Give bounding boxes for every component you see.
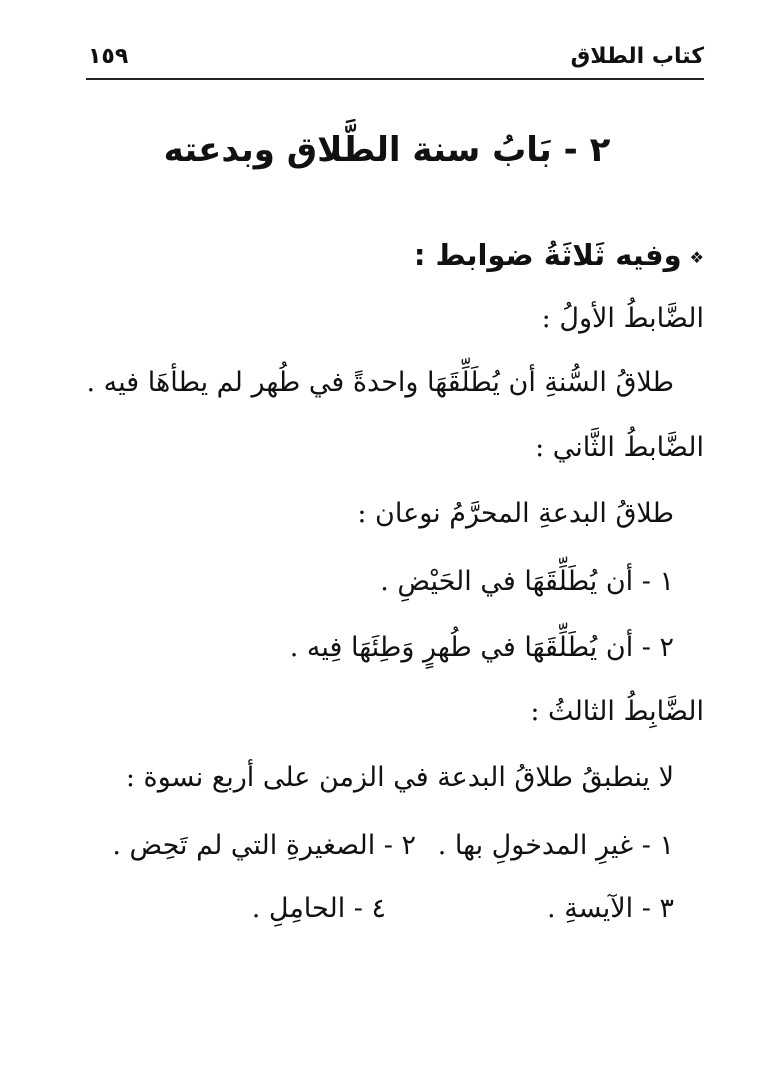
rule3-item-3: ٣ - الآيسةِ . bbox=[547, 893, 674, 924]
rule2-heading: الضَّابطُ الثَّاني : bbox=[535, 432, 704, 463]
rule3-body: لا ينطبقُ طلاقُ البدعة في الزمن على أربع نسوة : bbox=[125, 762, 674, 793]
leaf-icon: ❖ bbox=[689, 247, 704, 267]
rule3-item-1: ١ - غيرِ المدخولِ بها . bbox=[437, 830, 674, 861]
rule3-item-2: ٢ - الصغيرةِ التي لم تَحِض . bbox=[112, 830, 416, 861]
intro-line bbox=[414, 238, 704, 272]
rule2-item-1: ١ - أن يُطَلِّقَهَا في الحَيْضِ . bbox=[380, 566, 674, 597]
rule3-heading: الضَّابِطُ الثالثُ : bbox=[530, 696, 704, 727]
intro-text: وفيه ثَلاثَةُ ضوابط : bbox=[413, 238, 682, 272]
rule3-item-4: ٤ - الحامِلِ . bbox=[251, 893, 386, 924]
rule1-heading: الضَّابطُ الأولُ : bbox=[541, 303, 704, 334]
running-title: كتاب الطلاق bbox=[570, 44, 704, 69]
page-header bbox=[86, 38, 704, 80]
rule2-body: طلاقُ البدعةِ المحرَّمُ نوعان : bbox=[357, 498, 674, 529]
rule1-body: طلاقُ السُّنةِ أن يُطَلِّقَهَا واحدةً في طُهر لم يطأهَا فيه . bbox=[86, 367, 674, 398]
rule2-item-2: ٢ - أن يُطَلِّقَهَا في طُهرٍ وَطِئَهَا فِيه . bbox=[289, 632, 674, 663]
chapter-title: ٢ - بَابُ سنة الطَّلاق وبدعته bbox=[163, 130, 611, 170]
page-number: ١٥٩ bbox=[88, 44, 129, 69]
